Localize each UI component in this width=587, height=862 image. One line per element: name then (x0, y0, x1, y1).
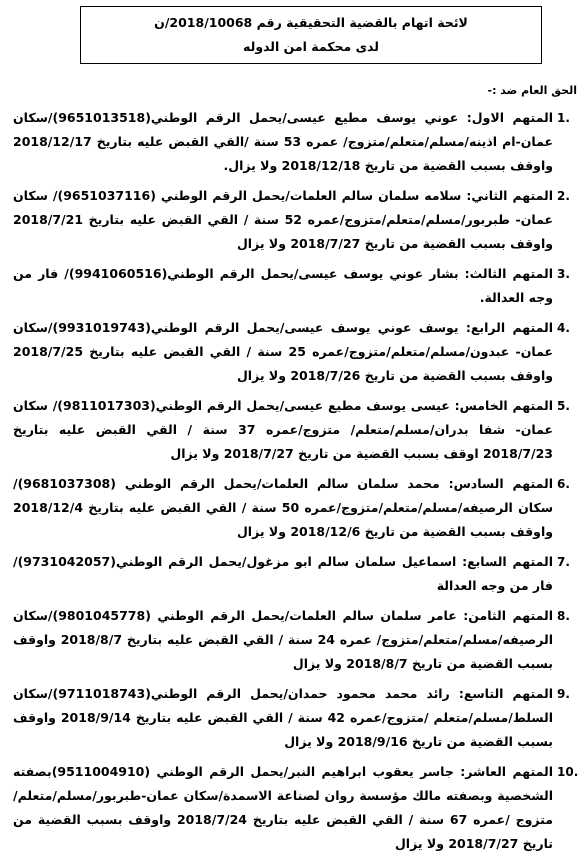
item-text: المتهم الثاني: سلامه سلمان سالم العلمات/يحمل الرقم الوطني (9651037116)/ سكان عمان- طبربور/مسلم/متعلم/متزوج/عمره 52 سنة / القي القبض عليه بتاريخ 2018/7/21 واوقف بسبب القضية من تاريخ 2018/7/27 ولا يزال (13, 188, 554, 251)
item-number: .7 (557, 555, 570, 569)
item-text: المتهم الثالث: بشار عوني يوسف عيسى/يحمل الرقم الوطني(9941060516)/ فار من وجه العدالة. (13, 266, 553, 305)
document-title: لائحة اتهام بالقضية التحقيقية رقم 2018/10068/ن (154, 15, 468, 30)
defendants-list (5, 106, 579, 862)
item-text: المتهم الخامس: عيسى يوسف مطيع عيسى/يحمل الرقم الوطني(9811017303)/ سكان عمان- شفا بدران/مسلم/متعلم/ متزوج/عمره 37 سنة / القي القبض عليه بتاريخ 2018/7/23 اوقف بسبب القضية من تاريخ 2018/7/27 ولا يزال (13, 398, 553, 461)
item-number: .6 (557, 477, 570, 491)
item-number: .8 (557, 609, 570, 623)
list-item (5, 394, 579, 466)
list-item (5, 262, 579, 310)
item-text: المتهم التاسع: رائد محمد محمود حمدان/يحمل الرقم الوطني(9711018743)/سكان السلط/مسلم/متعلم /متزوج/عمره 42 سنة / القي القبض عليه بتاريخ 2018/9/14 واوقف بسبب القضية من تاريخ 2018/9/16 ولا يزال (13, 686, 553, 749)
item-number: .2 (557, 189, 570, 203)
list-item (5, 472, 579, 544)
title-box (80, 6, 542, 64)
item-text: المتهم العاشر: جاسر يعقوب ابراهيم النبر/يحمل الرقم الوطني (9511004910)بصفته الشخصية وبصفته مالك مؤسسة روان لصناعة الاسمدة/سكان عمان-طبربور/مسلم/متعلم/متزوج /عمره 67 سنة / القي القبض عليه بتاريخ 2018/7/24 واوقف بسبب القضية من تاريخ 2018/7/27 ولا يزال (13, 764, 553, 851)
item-text: المتهم السادس: محمد سلمان سالم العلمات/يحمل الرقم الوطني (9681037308)/ سكان الرصيفه/مسلم/متعلم/متزوج/عمره 50 سنة / القي القبض عليه بتاريخ 2018/12/4 واوقف بسبب القضية من تاريخ 2018/12/6 ولا يزال (13, 476, 554, 539)
court-name: لدى محكمة امن الدوله (243, 39, 379, 54)
item-number: .5 (557, 399, 570, 413)
list-item (5, 550, 579, 598)
item-number: .9 (557, 687, 570, 701)
item-number: .10 (557, 765, 579, 779)
item-text: المتهم الثامن: عامر سلمان سالم العلمات/يحمل الرقم الوطني (9801045778)/سكان الرصيفه/مسلم/متعلم/متزوج/ عمره 24 سنة / القي القبض عليه بتاريخ 2018/8/7 واوقف بسبب القضية من تاريخ 2018/8/7 ولا يزال (13, 608, 554, 671)
list-item (5, 184, 579, 256)
item-number: .1 (557, 111, 570, 125)
item-number: .4 (557, 321, 570, 335)
list-item (5, 604, 579, 676)
list-item (5, 682, 579, 754)
list-item (5, 106, 579, 178)
item-text: المتهم الاول: عوني يوسف مطيع عيسى/يحمل الرقم الوطني(9651013518)/سكان عمان-ام اذينه/مسلم/متعلم/متزوج/ عمره 53 سنة /القي القبض عليه بتاريخ 2018/12/17 واوقف بسبب القضية من تاريخ 2018/12/18 ولا يزال. (13, 110, 553, 173)
item-number: .3 (557, 267, 570, 281)
item-text: المتهم السابع: اسماعيل سلمان سالم ابو مزغول/يحمل الرقم الوطني(9731042057)/فار من وجه العدالة (13, 554, 553, 593)
list-item (5, 316, 579, 388)
item-text: المتهم الرابع: يوسف عوني يوسف عيسى/يحمل الرقم الوطني(9931019743)/سكان عمان- عبدون/مسلم/متعلم/متزوج/عمره 25 سنة / القي القبض عليه بتاريخ 2018/7/25 واوقف بسبب القضية من تاريخ 2018/7/26 ولا يزال (13, 320, 553, 383)
list-item (5, 760, 579, 856)
intro-heading: الحق العام ضد :- (487, 84, 577, 97)
